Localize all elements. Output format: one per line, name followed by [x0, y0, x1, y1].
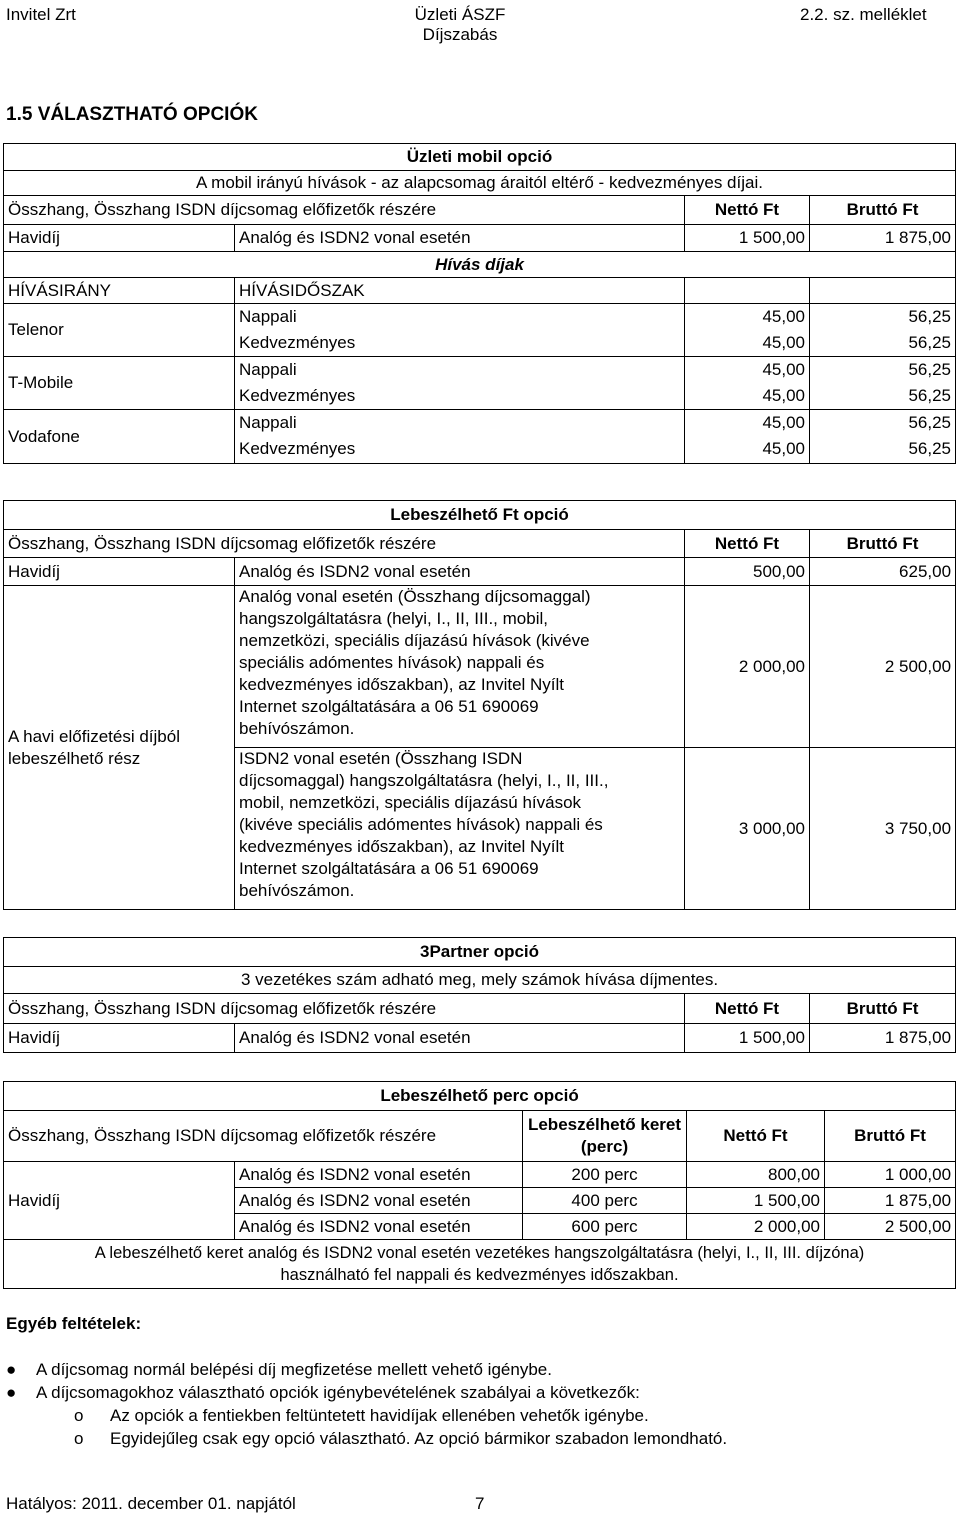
mobil-col-empty-1	[685, 278, 810, 304]
ft-havidij-brutto: 625,00	[810, 558, 956, 586]
bullet-text: A díjcsomagokhoz választható opciók igénybevételének szabályai a következők:	[36, 1383, 640, 1402]
section-title: 1.5 VÁLASZTHATÓ OPCIÓK	[6, 104, 258, 125]
table-row-netto: 2 000,00	[687, 1214, 825, 1240]
table-row-keret: 400 perc	[523, 1188, 687, 1214]
table-row-netto: 45,00	[685, 410, 810, 436]
mobil-col-irany: HÍVÁSIRÁNY	[4, 278, 235, 304]
table-row-netto: 45,00	[685, 357, 810, 383]
perc-netto-header: Nettó Ft	[687, 1111, 825, 1162]
table-row-netto: 45,00	[685, 383, 810, 410]
desc-line: speciális adómentes hívások) nappali és	[239, 653, 545, 672]
perc-havidij-label: Havidíj	[4, 1162, 235, 1240]
ft-brutto-header: Bruttó Ft	[810, 530, 956, 558]
mobil-col-idoszak: HÍVÁSIDŐSZAK	[235, 278, 685, 304]
desc-line: Analóg vonal esetén (Összhang díjcsomaggal)	[239, 587, 591, 606]
desc-line: Internet szolgáltatására a 06 51 690069	[239, 697, 539, 716]
table-row-netto: 800,00	[687, 1162, 825, 1188]
perc-keret-header-line: Lebeszélhető keret	[527, 1115, 682, 1134]
mobil-havidij-desc: Analóg és ISDN2 vonal esetén	[235, 225, 685, 252]
table-row-period: Nappali	[235, 357, 685, 383]
perc-keret-header-line: (perc)	[580, 1137, 629, 1156]
table-row-period: Kedvezményes	[235, 330, 685, 357]
table-row-period: Nappali	[235, 304, 685, 330]
desc-line: (kivéve speciális adómentes hívások) nappali és	[239, 815, 603, 834]
ft-left-label-line: lebeszélhető rész	[8, 748, 141, 768]
perc-note-line: A lebeszélhető keret analóg és ISDN2 vonal esetén vezetékes hangszolgáltatásra (helyi, I., II, III. díjzóna)	[94, 1244, 865, 1262]
partner-netto-header: Nettó Ft	[685, 994, 810, 1024]
egyeb-title: Egyéb feltételek:	[6, 1314, 142, 1333]
perc-note	[4, 1240, 956, 1289]
desc-line: mobil, nemzetközi, speciális díjazású hívások	[239, 793, 582, 812]
table-row-keret: 600 perc	[523, 1214, 687, 1240]
perc-keret-header	[523, 1111, 687, 1162]
ft-row1-desc	[235, 586, 685, 748]
table-row-desc: Analóg és ISDN2 vonal esetén	[235, 1162, 523, 1188]
header-doc-subtitle: Díjszabás	[422, 25, 498, 44]
desc-line: díjcsomaggal) hangszolgáltatásra (helyi, I., II, III.,	[239, 771, 609, 790]
ft-havidij-netto: 500,00	[685, 558, 810, 586]
circle-bullet-icon: o	[74, 1406, 84, 1425]
table-row-brutto: 2 500,00	[825, 1214, 956, 1240]
header-doc	[380, 5, 540, 45]
footer-page-number: 7	[475, 1494, 485, 1513]
mobil-havidij-netto: 1 500,00	[685, 225, 810, 252]
desc-line: hangszolgáltatásra (helyi, I., II, III., mobil,	[239, 609, 548, 628]
ft-head-label: Összhang, Összhang ISDN díjcsomag előfizetők részére	[4, 530, 685, 558]
ft-left-label	[4, 586, 235, 910]
mobil-subtitle: A mobil irányú hívások - az alapcsomag áraitól eltérő - kedvezményes díjai.	[4, 171, 956, 196]
partner-havidij-desc: Analóg és ISDN2 vonal esetén	[235, 1024, 685, 1053]
mobil-havidij-brutto: 1 875,00	[810, 225, 956, 252]
table-row-netto: 45,00	[685, 330, 810, 357]
mobil-option-table	[3, 143, 956, 464]
ft-netto-header: Nettó Ft	[685, 530, 810, 558]
ft-option-title: Lebeszélhető Ft opció	[4, 501, 956, 530]
table-row-brutto: 56,25	[810, 304, 956, 330]
desc-line: Internet szolgáltatására a 06 51 690069	[239, 859, 539, 878]
operator-vodafone: Vodafone	[4, 410, 235, 464]
partner-head-label: Összhang, Összhang ISDN díjcsomag előfizetők részére	[4, 994, 685, 1024]
table-row-brutto: 56,25	[810, 383, 956, 410]
bullet-icon: ●	[6, 1383, 17, 1402]
table-row-period: Nappali	[235, 410, 685, 436]
mobil-hivas-dijak-text: Hívás díjak	[435, 254, 524, 274]
partner-havidij-brutto: 1 875,00	[810, 1024, 956, 1053]
desc-line: kedvezményes időszakban), az Invitel Nyílt	[239, 675, 565, 694]
table-row-period: Kedvezményes	[235, 436, 685, 464]
desc-line: behívószámon.	[239, 881, 355, 900]
table-row-brutto: 56,25	[810, 330, 956, 357]
ft-havidij-label: Havidíj	[4, 558, 235, 586]
partner-havidij-netto: 1 500,00	[685, 1024, 810, 1053]
partner-havidij-label: Havidíj	[4, 1024, 235, 1053]
table-row-brutto: 1 000,00	[825, 1162, 956, 1188]
bullet-text: A díjcsomag normál belépési díj megfizetése mellett vehető igénybe.	[36, 1360, 552, 1379]
mobil-col-empty-2	[810, 278, 956, 304]
footer-valid: Hatályos: 2011. december 01. napjától	[6, 1494, 296, 1513]
bullet-icon: ●	[6, 1360, 17, 1379]
mobil-head-label: Összhang, Összhang ISDN díjcsomag előfizetők részére	[4, 196, 685, 225]
circle-bullet-icon: o	[74, 1429, 84, 1448]
header-company: Invitel Zrt	[6, 5, 76, 24]
ft-row2-netto: 3 000,00	[685, 748, 810, 910]
sub-bullet-text: Az opciók a fentiekben feltüntetett havidíjak ellenében vehetők igénybe.	[110, 1406, 649, 1425]
partner-subtitle: 3 vezetékes szám adható meg, mely számok hívása díjmentes.	[4, 967, 956, 994]
partner-title: 3Partner opció	[4, 938, 956, 967]
perc-note-line: használható fel nappali és kedvezményes időszakban.	[280, 1266, 679, 1284]
mobil-netto-header: Nettó Ft	[685, 196, 810, 225]
sub-bullet-text: Egyidejűleg csak egy opció választható. Az opció bármikor szabadon lemondható.	[110, 1429, 728, 1448]
table-row-netto: 1 500,00	[687, 1188, 825, 1214]
table-row-brutto: 1 875,00	[825, 1188, 956, 1214]
ft-row1-brutto: 2 500,00	[810, 586, 956, 748]
perc-brutto-header: Bruttó Ft	[825, 1111, 956, 1162]
mobil-brutto-header: Bruttó Ft	[810, 196, 956, 225]
desc-line: behívószámon.	[239, 719, 355, 738]
operator-telenor: Telenor	[4, 304, 235, 357]
desc-line: kedvezményes időszakban), az Invitel Nyílt	[239, 837, 565, 856]
perc-option-table	[3, 1081, 956, 1289]
table-row-netto: 45,00	[685, 436, 810, 464]
ft-left-label-line: A havi előfizetési díjból	[8, 726, 180, 746]
header-doc-title: Üzleti ÁSZF	[414, 5, 506, 24]
table-row-desc: Analóg és ISDN2 vonal esetén	[235, 1214, 523, 1240]
table-row-brutto: 56,25	[810, 357, 956, 383]
mobil-hivas-dijak	[4, 252, 956, 278]
mobil-havidij-label: Havidíj	[4, 225, 235, 252]
ft-row2-desc	[235, 748, 685, 910]
table-row-desc: Analóg és ISDN2 vonal esetén	[235, 1188, 523, 1214]
desc-line: nemzetközi, speciális díjazású hívások (kivéve	[239, 631, 590, 650]
header-appendix: 2.2. sz. melléklet	[800, 5, 927, 24]
perc-title: Lebeszélhető perc opció	[4, 1082, 956, 1111]
table-row-brutto: 56,25	[810, 410, 956, 436]
desc-line: ISDN2 vonal esetén (Összhang ISDN	[239, 749, 523, 768]
table-row-brutto: 56,25	[810, 436, 956, 464]
operator-t-mobile: T-Mobile	[4, 357, 235, 410]
table-row-netto: 45,00	[685, 304, 810, 330]
ft-havidij-desc: Analóg és ISDN2 vonal esetén	[235, 558, 685, 586]
perc-head-label: Összhang, Összhang ISDN díjcsomag előfizetők részére	[4, 1111, 523, 1162]
mobil-title: Üzleti mobil opció	[4, 144, 956, 171]
ft-row2-brutto: 3 750,00	[810, 748, 956, 910]
partner-option-table	[3, 937, 956, 1053]
ft-option-table	[3, 500, 956, 910]
partner-brutto-header: Bruttó Ft	[810, 994, 956, 1024]
ft-row1-netto: 2 000,00	[685, 586, 810, 748]
table-row-keret: 200 perc	[523, 1162, 687, 1188]
table-row-period: Kedvezményes	[235, 383, 685, 410]
